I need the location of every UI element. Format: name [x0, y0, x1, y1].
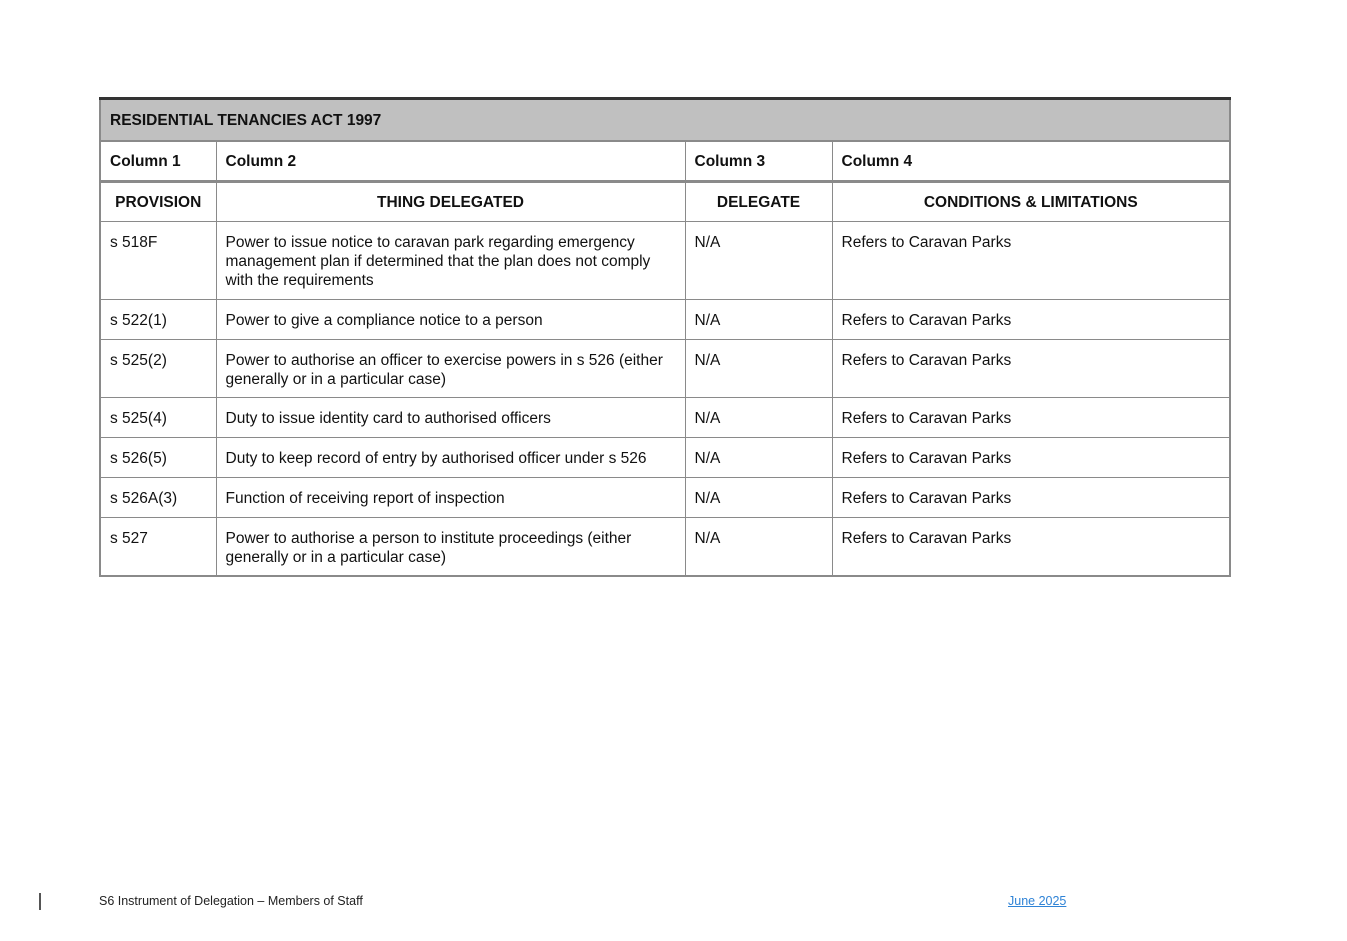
- column-label-row: [100, 141, 1230, 182]
- table-row: [100, 300, 1230, 340]
- thing-cell: Power to authorise a person to institute proceedings (either generally or in a particular case): [216, 518, 685, 577]
- table-row: [100, 518, 1230, 577]
- delegate-cell: N/A: [685, 518, 832, 577]
- thing-cell: Duty to keep record of entry by authorised officer under s 526: [216, 438, 685, 478]
- conditions-cell: Refers to Caravan Parks: [832, 222, 1230, 300]
- provision-cell: s 525(4): [100, 398, 216, 438]
- act-title-row: [100, 99, 1230, 142]
- column-label: Column 2: [216, 141, 685, 182]
- table-row: [100, 438, 1230, 478]
- delegate-cell: N/A: [685, 478, 832, 518]
- delegate-cell: N/A: [685, 300, 832, 340]
- thing-cell: Power to issue notice to caravan park regarding emergency management plan if determined that the plan does not comply with the requirements: [216, 222, 685, 300]
- thing-cell: Function of receiving report of inspection: [216, 478, 685, 518]
- provision-cell: s 525(2): [100, 340, 216, 398]
- column-label: Column 1: [100, 141, 216, 182]
- table-row: [100, 340, 1230, 398]
- thing-cell: Power to authorise an officer to exercise powers in s 526 (either generally or in a particular case): [216, 340, 685, 398]
- provision-cell: s 526A(3): [100, 478, 216, 518]
- provision-cell: s 527: [100, 518, 216, 577]
- provision-cell: s 522(1): [100, 300, 216, 340]
- table-row: [100, 478, 1230, 518]
- conditions-cell: Refers to Caravan Parks: [832, 398, 1230, 438]
- delegate-cell: N/A: [685, 398, 832, 438]
- change-bar: [39, 893, 41, 910]
- thing-cell: Power to give a compliance notice to a person: [216, 300, 685, 340]
- conditions-cell: Refers to Caravan Parks: [832, 438, 1230, 478]
- column-label: Column 4: [832, 141, 1230, 182]
- footer-date-link[interactable]: June 2025: [1008, 894, 1067, 908]
- header-conditions: CONDITIONS & LIMITATIONS: [832, 182, 1230, 222]
- header-row: [100, 182, 1230, 222]
- delegate-cell: N/A: [685, 438, 832, 478]
- header-delegate: DELEGATE: [685, 182, 832, 222]
- thing-cell: Duty to issue identity card to authorised officers: [216, 398, 685, 438]
- table-row: [100, 222, 1230, 300]
- conditions-cell: Refers to Caravan Parks: [832, 478, 1230, 518]
- column-label: Column 3: [685, 141, 832, 182]
- footer-document-title: S6 Instrument of Delegation – Members of Staff: [99, 894, 363, 908]
- delegate-cell: N/A: [685, 340, 832, 398]
- table-row: [100, 398, 1230, 438]
- delegation-table: [99, 97, 1231, 577]
- provision-cell: s 518F: [100, 222, 216, 300]
- conditions-cell: Refers to Caravan Parks: [832, 518, 1230, 577]
- header-thing-delegated: THING DELEGATED: [216, 182, 685, 222]
- conditions-cell: Refers to Caravan Parks: [832, 340, 1230, 398]
- act-title: RESIDENTIAL TENANCIES ACT 1997: [100, 99, 1230, 142]
- provision-cell: s 526(5): [100, 438, 216, 478]
- delegate-cell: N/A: [685, 222, 832, 300]
- header-provision: PROVISION: [100, 182, 216, 222]
- conditions-cell: Refers to Caravan Parks: [832, 300, 1230, 340]
